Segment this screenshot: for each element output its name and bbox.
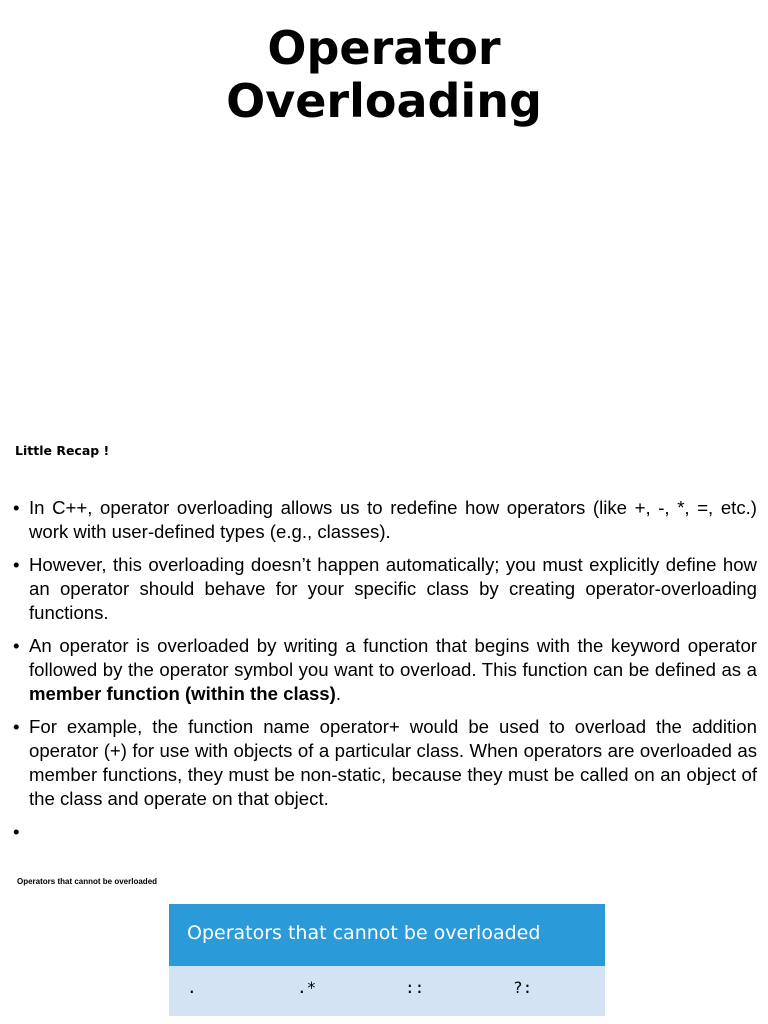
page-title xyxy=(0,22,768,128)
bullet-item xyxy=(13,634,757,706)
bullet-item xyxy=(13,496,757,544)
table-header: Operators that cannot be overloaded xyxy=(169,904,605,966)
bullet-text: For example, the function name operator+ would be used to overload the addition operator (+) for use with objects of a particular class. When operators are overloaded as member functions, they must be non-static, because they must be called on an object of the class and operate on that object. xyxy=(29,716,757,809)
table-row xyxy=(169,966,605,1016)
operator-cell: :: xyxy=(405,978,425,997)
recap-heading: Little Recap ! xyxy=(15,443,110,458)
bullet-list xyxy=(13,496,757,853)
bullet-bold-text: member function (within the class) xyxy=(29,683,336,704)
operator-cell: .* xyxy=(297,978,317,997)
bullet-item-empty xyxy=(13,820,757,844)
bullet-text: . xyxy=(335,683,342,704)
operators-table xyxy=(169,904,605,1016)
table-caption: Operators that cannot be overloaded xyxy=(17,877,158,886)
bullet-text: An operator is overloaded by writing a function that begins with the keyword operator followed by the operator symbol you want to overload. This function can be defined as a xyxy=(29,635,757,680)
bullet-text: In C++, operator overloading allows us to redefine how operators (like +, -, *, =, etc.) work with user-defined types (e.g., classes). xyxy=(29,497,757,542)
title-line-2: Overloading xyxy=(226,74,542,128)
bullet-item xyxy=(13,553,757,625)
operator-cell: ?: xyxy=(513,978,533,997)
bullet-text: However, this overloading doesn’t happen automatically; you must explicitly define how an operator should behave for your specific class by creating operator-overloading functions. xyxy=(29,554,757,623)
title-line-1: Operator xyxy=(267,21,501,75)
bullet-item xyxy=(13,715,757,811)
operator-cell: . xyxy=(187,978,197,997)
